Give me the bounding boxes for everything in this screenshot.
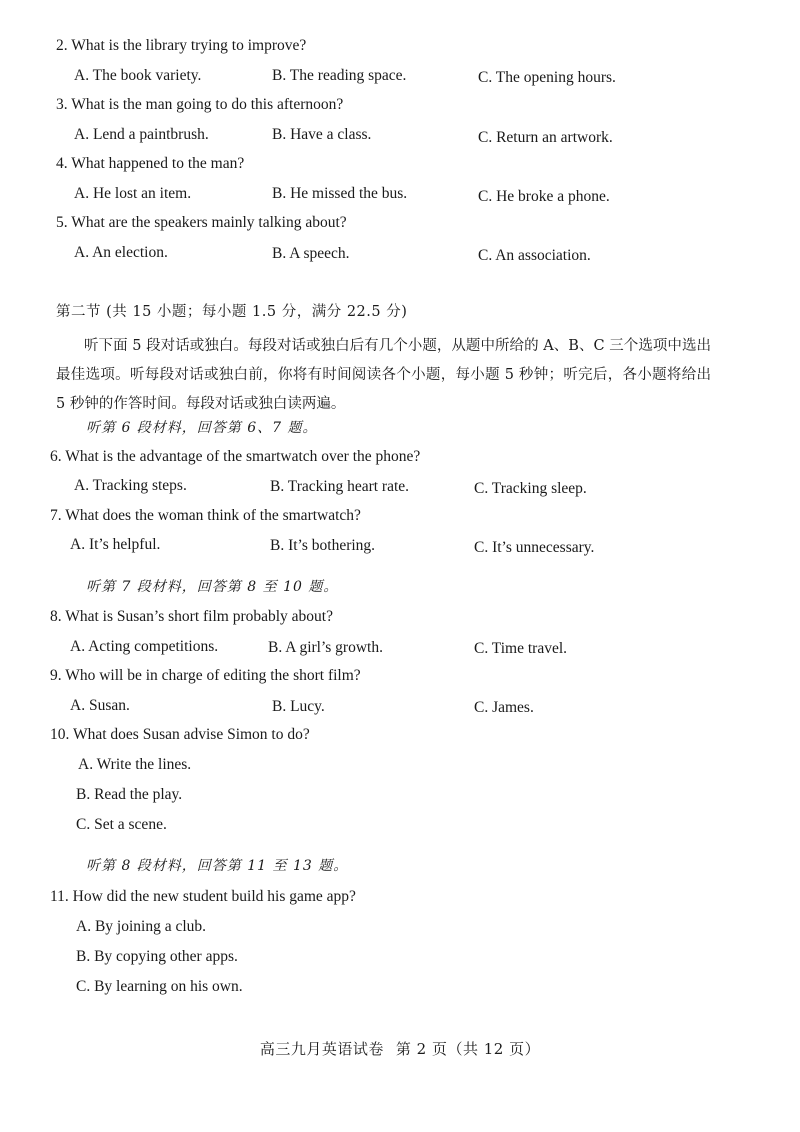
question-11: 11. How did the new student build his game app? [50,888,356,905]
question-4-option-a: A. He lost an item. [74,185,192,202]
section-2-instructions: 听下面 5 段对话或独白。每段对话或独白后有几个小题，从题中所给的 A、B、C 三个选项中选出最佳选项。听每段对话或独白前，你将有时间阅读各个小题，每小题 5 秒钟；听完后，各小题将给出 5 秒钟的作答时间。每段对话或独白读两遍。 [56,338,711,412]
question-2: 2. What is the library trying to improve? [56,37,307,54]
question-7: 7. What does the woman think of the smartwatch? [50,507,361,524]
page-footer [0,1038,800,1059]
material-8-note: 听第 8 段材料，回答第 11 至 13 题。 [86,858,349,874]
question-4-option-c: C. He broke a phone. [478,188,610,205]
question-9: 9. Who will be in charge of editing the short film? [50,667,361,684]
question-8-option-a: A. Acting competitions. [70,638,219,655]
material-6-note: 听第 6 段材料，回答第 6、7 题。 [86,420,318,436]
question-9-option-c: C. James. [474,699,534,716]
question-5-option-c: C. An association. [478,247,591,264]
question-10-option-a: A. Write the lines. [78,756,192,773]
question-10-option-b: B. Read the play. [76,786,183,803]
question-11-option-b: B. By copying other apps. [76,948,238,965]
question-7-option-b: B. It’s bothering. [270,537,376,554]
question-6-option-a: A. Tracking steps. [74,477,187,494]
question-10: 10. What does Susan advise Simon to do? [50,726,310,743]
question-8-option-c: C. Time travel. [474,640,568,657]
question-6-option-c: C. Tracking sleep. [474,480,587,497]
question-5-option-b: B. A speech. [272,245,350,262]
question-3-option-c: C. Return an artwork. [478,129,613,146]
question-5: 5. What are the speakers mainly talking about? [56,214,347,231]
question-5-option-a: A. An election. [74,244,168,261]
question-8-option-b: B. A girl’s growth. [268,639,383,656]
question-3-option-b: B. Have a class. [272,126,372,143]
question-4: 4. What happened to the man? [56,155,245,172]
question-10-option-c: C. Set a scene. [76,816,167,833]
question-3-option-a: A. Lend a paintbrush. [74,126,209,143]
footer-title: 高三九月英语试卷 [259,1040,384,1058]
question-6-option-b: B. Tracking heart rate. [270,478,410,495]
question-7-option-a: A. It’s helpful. [70,536,161,553]
question-11-option-c: C. By learning on his own. [76,978,243,995]
question-3: 3. What is the man going to do this afternoon? [56,96,344,113]
question-2-option-c: C. The opening hours. [478,69,616,86]
footer-page-number: 第 2 页（共 12 页） [395,1040,541,1058]
question-6: 6. What is the advantage of the smartwatch over the phone? [50,448,421,465]
material-7-note: 听第 7 段材料，回答第 8 至 10 题。 [86,579,339,595]
question-11-option-a: A. By joining a club. [76,918,207,935]
question-7-option-c: C. It’s unnecessary. [474,539,595,556]
question-2-option-b: B. The reading space. [272,67,407,84]
question-9-option-b: B. Lucy. [272,698,325,715]
section-2-heading: 第二节 (共 15 小题；每小题 1.5 分，满分 22.5 分) [56,304,408,320]
question-4-option-b: B. He missed the bus. [272,185,408,202]
question-8: 8. What is Susan’s short film probably about? [50,608,333,625]
question-2-option-a: A. The book variety. [74,67,202,84]
question-9-option-a: A. Susan. [70,697,130,714]
